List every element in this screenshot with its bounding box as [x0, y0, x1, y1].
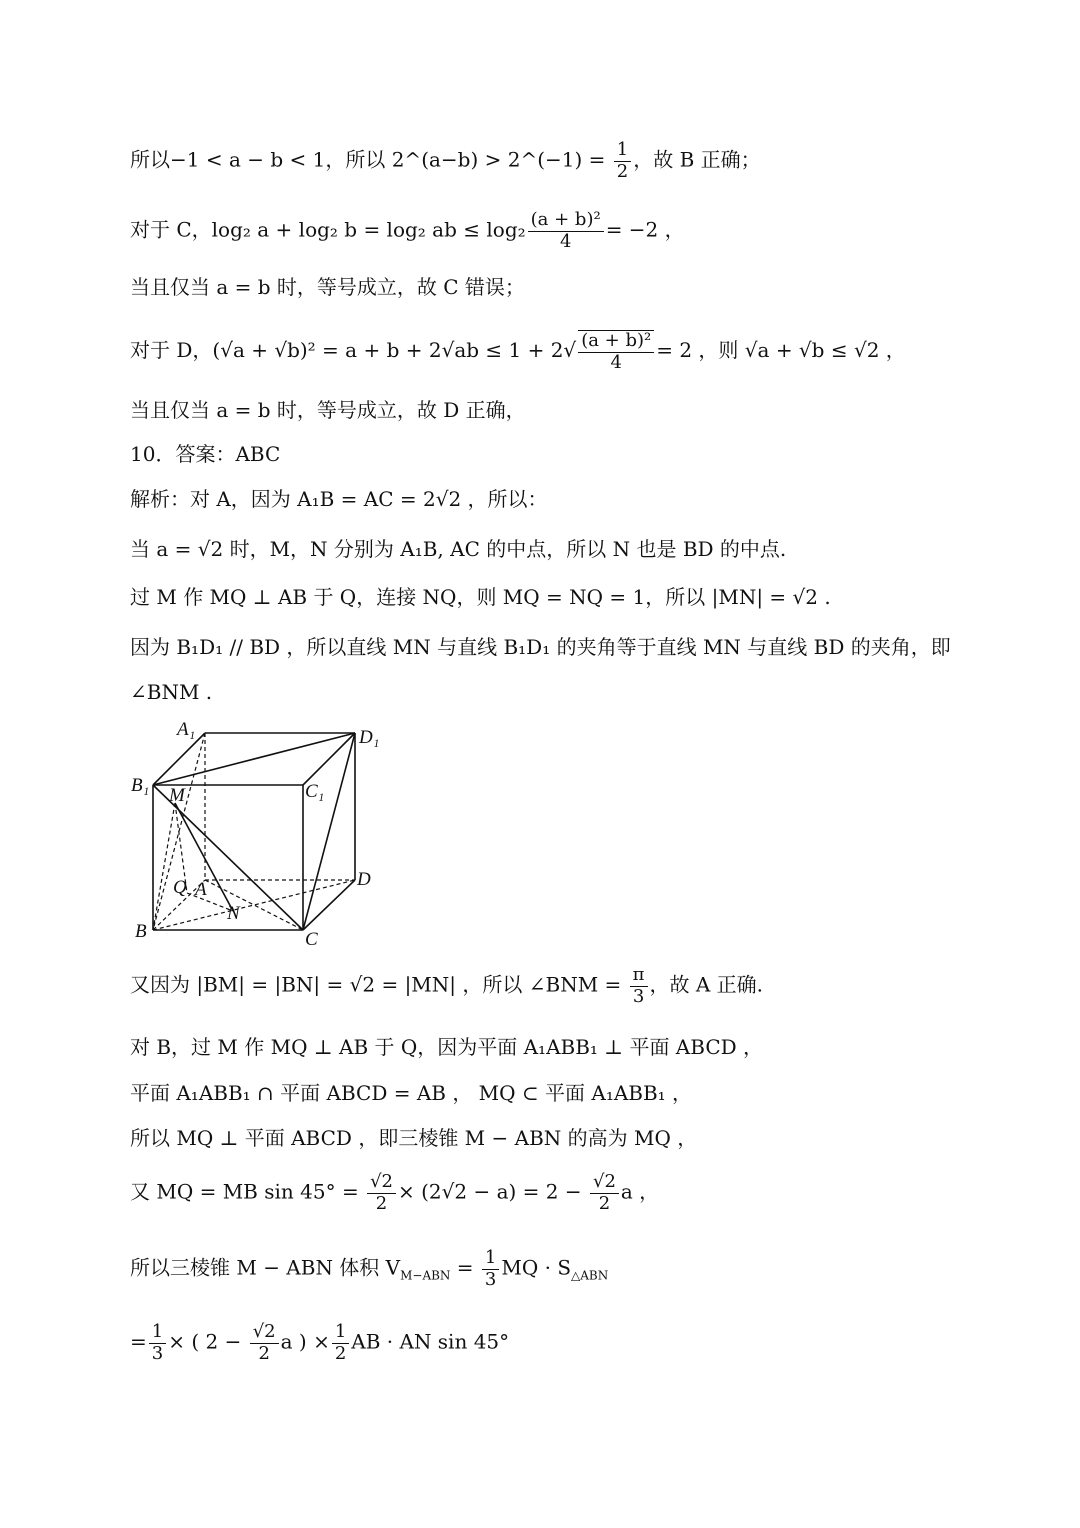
fraction: [250, 1322, 279, 1364]
fraction: [149, 1322, 166, 1364]
line-18-tail: AB · AN sin 45°: [351, 1329, 510, 1354]
line-10-text: 因为 B₁D₁ // BD ，所以直线 MN 与直线 B₁D₁ 的夹角等于直线 MN 与直线 BD 的夹角，即: [130, 635, 951, 659]
line-2-text: 对于 C，log₂ a + log₂ b = log₂ ab ≤ log₂: [130, 217, 526, 242]
line-4: [130, 330, 906, 373]
line-3-text: 当且仅当 a = b 时，等号成立，故 C 错误；: [130, 275, 525, 299]
line-4-text: 对于 D，(√a + √b)² = a + b + 2√ab ≤ 1 + 2√: [130, 338, 577, 363]
line-13: [130, 1035, 763, 1059]
frac-num: (a + b)²: [578, 331, 654, 353]
line-11-text: ∠BNM .: [130, 680, 213, 704]
line-9-text: 过 M 作 MQ ⊥ AB 于 Q，连接 NQ，则 MQ = NQ = 1，所以 |MN| = √2 .: [130, 585, 831, 609]
frac-num: √2: [250, 1322, 279, 1344]
line-11: [130, 680, 212, 704]
line-10: [130, 635, 951, 659]
line-4-tail: = 2 ，则 √a + √b ≤ √2 ，: [656, 338, 906, 363]
frac-num: 1: [614, 140, 631, 162]
line-15-text: 所以 MQ ⊥ 平面 ABCD ，即三棱锥 M − ABN 的高为 MQ ，: [130, 1126, 698, 1150]
label-C1: C₁: [305, 781, 325, 802]
frac-den: 3: [151, 1342, 164, 1364]
fraction: [367, 1172, 396, 1214]
frac-num: 1: [482, 1248, 499, 1270]
line-3: [130, 275, 525, 299]
frac-num: π: [630, 965, 648, 987]
label-N: N: [227, 903, 240, 924]
line-8-text: 当 a = √2 时，M，N 分别为 A₁B, AC 的中点，所以 N 也是 BD 的中点.: [130, 537, 787, 561]
line-12-text: 又因为 |BM| = |BN| = √2 = |MN| ，所以 ∠BNM =: [130, 972, 628, 997]
line-18-mid: × ( 2 −: [168, 1329, 248, 1354]
line-7-text: 解析：对 A，因为 A₁B = AC = 2√2 ，所以：: [130, 487, 548, 511]
line-13-text: 对 B，过 M 作 MQ ⊥ AB 于 Q，因为平面 A₁ABB₁ ⊥ 平面 ABCD ，: [130, 1035, 764, 1059]
cube-figure: [125, 715, 395, 955]
line-5-text: 当且仅当 a = b 时，等号成立，故 D 正确，: [130, 398, 526, 422]
frac-den: 4: [610, 351, 622, 373]
line-16-text: 又 MQ = MB sin 45° =: [130, 1179, 366, 1204]
line-18-mid2: a ) ×: [280, 1329, 330, 1354]
line-9: [130, 585, 831, 609]
line-15: [130, 1126, 697, 1150]
label-A: A: [195, 879, 207, 900]
frac-den: 2: [598, 1192, 611, 1214]
line-12-tail: ，故 A 正确.: [649, 972, 764, 997]
fraction: [482, 1248, 499, 1290]
line-2: [130, 210, 685, 252]
line-14: [130, 1081, 692, 1105]
area-subscript: △ABN: [571, 1268, 609, 1283]
label-D: D: [357, 869, 371, 890]
frac-num: √2: [590, 1172, 619, 1194]
frac-num: (a + b)²: [528, 210, 604, 232]
label-C: C: [305, 929, 318, 950]
line-16-mid: × (2√2 − a) = 2 −: [397, 1179, 588, 1204]
line-6-text: 10．答案：ABC: [130, 442, 281, 466]
line-17: [130, 1248, 608, 1290]
line-1-text: 所以−1 < a − b < 1，所以 2^(a−b) > 2^(−1) =: [130, 147, 612, 172]
frac-den: 3: [632, 985, 645, 1007]
label-B1: B₁: [131, 775, 150, 796]
fraction: [590, 1172, 619, 1214]
line-17-tail: MQ · S: [501, 1255, 572, 1280]
line-17-eq: =: [450, 1255, 480, 1280]
label-B: B: [135, 921, 147, 942]
line-6: [130, 442, 280, 466]
line-7: [130, 487, 548, 511]
frac-den: 4: [559, 230, 572, 252]
line-18-eq: =: [130, 1329, 147, 1354]
frac-den: 2: [375, 1192, 388, 1214]
frac-num: 1: [332, 1322, 349, 1344]
line-5: [130, 398, 526, 422]
frac-den: 2: [616, 160, 629, 182]
line-17-text: 所以三棱锥 M − ABN 体积 V: [130, 1255, 401, 1280]
frac-num: 1: [149, 1322, 166, 1344]
line-14-text: 平面 A₁ABB₁ ∩ 平面 ABCD = AB ， MQ ⊂ 平面 A₁ABB₁ ，: [130, 1081, 693, 1105]
label-M: M: [169, 785, 185, 806]
fraction: [332, 1322, 349, 1364]
volume-subscript: M−ABN: [400, 1268, 451, 1283]
line-1-tail: ，故 B 正确；: [633, 147, 761, 172]
fraction: [614, 140, 631, 182]
line-8: [130, 537, 786, 561]
line-12: [130, 965, 763, 1007]
label-A1: A₁: [177, 719, 196, 740]
frac-den: 3: [484, 1268, 497, 1290]
fraction: [630, 965, 648, 1007]
frac-num: √2: [367, 1172, 396, 1194]
line-18: [130, 1322, 509, 1364]
label-Q: Q: [173, 877, 187, 898]
line-16-tail: a ，: [620, 1179, 660, 1204]
label-D1: D₁: [359, 727, 380, 748]
fraction: [528, 210, 604, 252]
frac-den: 2: [334, 1342, 347, 1364]
line-16: [130, 1172, 659, 1214]
fraction: [578, 330, 654, 373]
line-1: [130, 140, 761, 182]
frac-den: 2: [258, 1342, 270, 1364]
line-2-tail: = −2 ，: [605, 217, 685, 242]
